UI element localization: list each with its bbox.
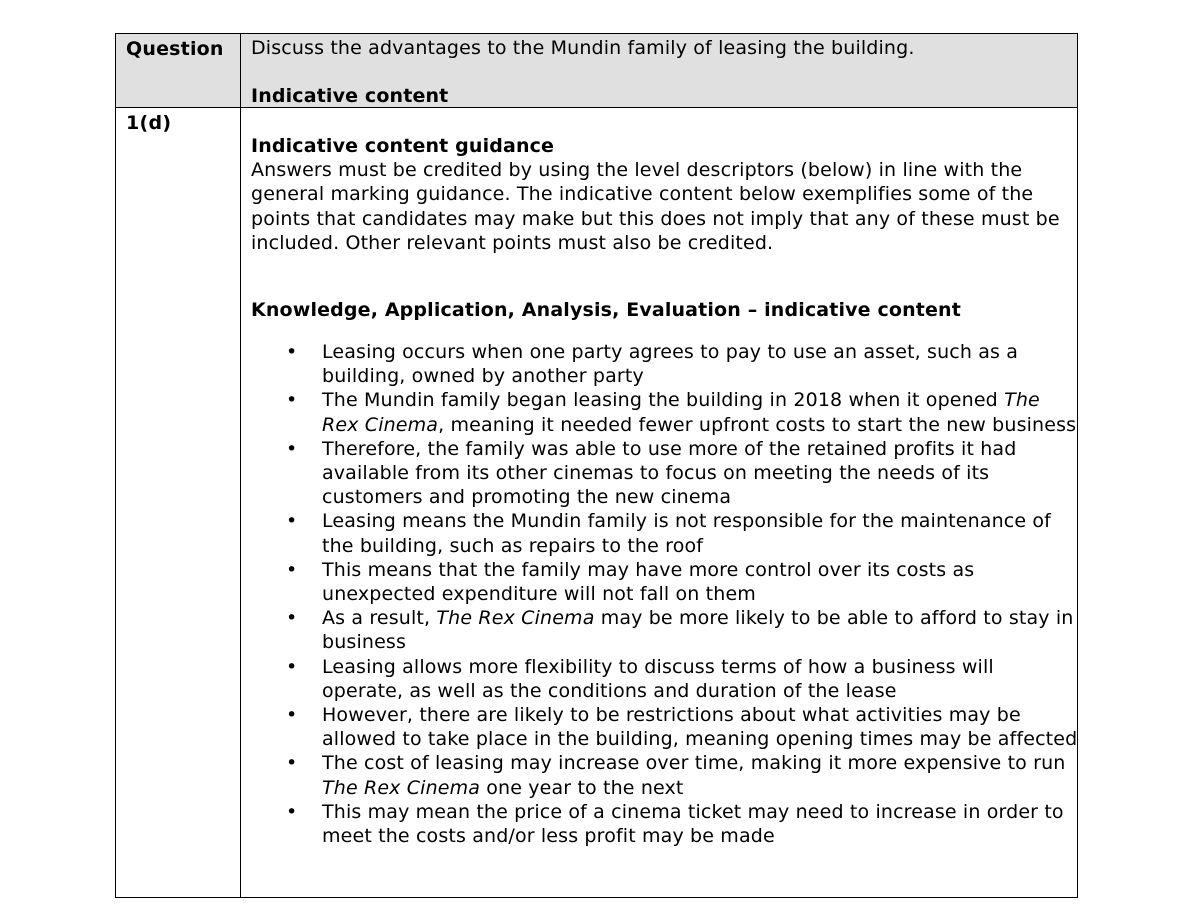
- list-item-text: This means that the family may have more control over its costs as unexpected expenditure will not fall on them: [322, 558, 975, 606]
- column-divider: [240, 34, 241, 897]
- list-item-text: However, there are likely to be restrictions about what activities may be allowed to take place in the building, meaning opening times may be affected: [322, 704, 1078, 751]
- list-item-text: Leasing means the Mundin family is not responsible for the maintenance of the building, such as repairs to the roof: [322, 510, 1052, 557]
- list-item: [281, 751, 1081, 799]
- bullet-icon: •: [286, 800, 298, 823]
- list-item-text: This may mean the price of a cinema ticket may need to increase in order to meet the costs and/or less profit may be made: [322, 800, 1064, 848]
- indicative-points-list: [281, 340, 1081, 848]
- list-item: [281, 703, 1081, 751]
- list-item-text-continued: one year to the next: [480, 776, 684, 799]
- list-item-text: Leasing allows more flexibility to discuss terms of how a business will operate, as well as the conditions and duration of the lease: [322, 655, 994, 702]
- list-item: [281, 558, 1081, 606]
- kaae-heading: Knowledge, Application, Analysis, Evaluation – indicative content: [251, 299, 961, 321]
- bullet-icon: •: [286, 437, 298, 460]
- list-item-text: The Mundin family began leasing the building in 2018 when it opened: [322, 389, 1005, 412]
- list-item: [281, 606, 1081, 654]
- list-item-text: Therefore, the family was able to use more of the retained profits it had available from its other cinemas to focus on meeting the needs of its customers and promoting the new cinema: [322, 437, 1017, 509]
- guidance-heading: Indicative content guidance: [251, 135, 555, 157]
- list-item-text: The cost of leasing may increase over time, making it more expensive to run: [322, 752, 1066, 775]
- list-item-text-continued: may be more likely to be able to afford to stay in business: [322, 607, 1074, 654]
- bullet-icon: •: [286, 752, 298, 775]
- question-column-label: Question: [126, 38, 224, 60]
- list-item: [281, 655, 1081, 703]
- question-prompt: Discuss the advantages to the Mundin family of leasing the building.: [251, 37, 915, 59]
- list-item-text: Leasing occurs when one party agrees to pay to use an asset, such as a building, owned by another party: [322, 341, 1019, 388]
- question-number: 1(d): [126, 112, 172, 134]
- list-item: [281, 388, 1081, 436]
- bullet-icon: •: [286, 341, 298, 363]
- cinema-name: The Rex Cinema: [436, 607, 595, 630]
- list-item: [281, 800, 1081, 848]
- bullet-icon: •: [286, 389, 298, 412]
- mark-scheme-table: [115, 33, 1078, 898]
- bullet-icon: •: [286, 558, 298, 581]
- guidance-text: Answers must be credited by using the level descriptors (below) in line with the general marking guidance. The indicative content below exemplifies some of the points that candidates may make but this does not imply that any of these must be included. Other relevant points must also be credited.: [251, 159, 1060, 254]
- bullet-icon: •: [286, 655, 298, 678]
- cinema-name: The Rex Cinema: [322, 776, 481, 799]
- bullet-icon: •: [286, 607, 298, 630]
- bullet-icon: •: [286, 704, 298, 727]
- list-item-text-continued: , meaning it needed fewer upfront costs to start the new business: [438, 413, 1077, 436]
- indicative-content-heading: Indicative content: [251, 85, 449, 107]
- list-item: [281, 340, 1081, 388]
- bullet-icon: •: [286, 510, 298, 533]
- list-item: [281, 509, 1081, 557]
- list-item-text: As a result,: [322, 607, 437, 630]
- list-item: [281, 437, 1081, 510]
- cinema-name: The Rex Cinema: [322, 389, 1040, 436]
